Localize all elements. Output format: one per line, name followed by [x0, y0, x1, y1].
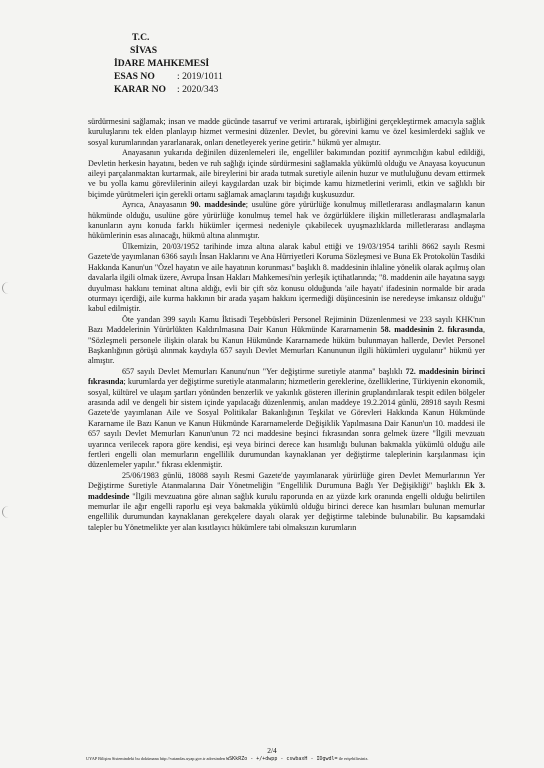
- page-number: 2/4: [267, 746, 277, 755]
- paragraph-text: 25/06/1983 günlü, 18088 sayılı Resmi Gazete'de yayımlanarak yürürlüğe giren Devlet Memurlarının Yer Değiştirme Suretiyle Atanmalarına Dair Yönetmeliğin "Engellilik Durumuna Bağlı Yer Değişikliği" başlıklı: [88, 470, 485, 491]
- paragraph-text: ; usulüne göre yürürlüğe konulmuş milletlerarası andlaşmaların kanun hükmünde olduğu, usulüne göre yürürlüğe konulmuş temel hak ve özgürlüklere ilişkin milletlerarası andlaşmalarla kanunların aynı konuda farklı hükümler içermesi nedeniyle çıkabilecek uyuşmazlıklarda milletlerarası andlaşma hükümlerinin esas alınacağı, hükmü altına alınmıştır.: [88, 200, 485, 241]
- punch-hole-mark: [2, 282, 15, 294]
- paragraph-text: sürdürmesini sağlamak; insan ve madde gücünde tasarruf ve verimi artırarak, işbirliğini gerçekleştirmek amacıyla sağlık kuruluşlarını tek elden planlayıp hizmet vermesini düzenler. Devlet, bu görevini kamu ve özel kesimlerdeki sağlık ve sosyal kurumlarından yararlanarak, onları denetleyerek yerine getirir." hükmü yer almıştır.: [88, 117, 485, 147]
- paragraph-text: Öte yandan 399 sayılı Kamu İktisadi Teşebbüsleri Personel Rejiminin Düzenlenmesi ve 233 sayılı KHK'nın Bazı Maddelerinin Yürürlükten Kaldırılmasına Dair Kanun Hükmünde Kararnamenin: [88, 314, 485, 335]
- karar-no-row: [114, 83, 223, 96]
- body-paragraph: [88, 242, 485, 315]
- punch-hole-mark: [2, 506, 15, 518]
- body-paragraph: [88, 200, 485, 242]
- bold-reference: 58. maddesinin 2. fıkrasında: [380, 325, 483, 335]
- karar-no-value: : 2020/343: [177, 84, 219, 95]
- karar-no-label: KARAR NO: [114, 84, 166, 95]
- bold-reference: 90. maddesinde: [190, 200, 246, 210]
- verification-code: wSKkRZo - +/+dwpp - cswbaxH - IDgwdl=: [226, 756, 338, 762]
- paragraph-text: ; kurumlarda yer değiştirme suretiyle atanmaların; hizmetlerin gereklerine, özelliklerine, Türkiyenin ekonomik, sosyal, kültürel ve ulaşım şartları yönünden benzerlik ve yakınlık gösteren illerinin gruplandırılarak tespit edilen bölgeler arasında adil ve dengeli bir sistem içinde yapılacağı düzenlenmiş, anılan maddeye 19.2.2014 günlü, 28918 sayılı Resmi Gazete'de yayımlanan Aile ve Sosyal Politikalar Bakanlığının Teşkilat ve Görevleri Hakkında Kanun Hükmünde Kararname ile Bazı Kanun ve Kanun Hükmünde Kararnamelerde Değişiklik Yapılmasına Dair Kanun'un 10. maddesi ile 657 sayılı Devlet Memurları Kanun'unun 72 nci maddesine beşinci fıkrasından sonra gelmek üzere "İlgili mevzuatı uyarınca verilecek rapora göre kendisi, eşi veya birinci derece kan hısımlığı bulunan bakmakla yükümlü olduğu aile fertleri engelli olan memurların engellilik durumundan kaynaklanan yer değiştirme taleplerinin karşılanması için düzenlemeler yapılır." fıkrası eklenmiştir.: [88, 377, 485, 470]
- body-paragraph: [88, 148, 485, 200]
- paragraph-text: "İlgili mevzuatına göre alınan sağlık kurulu raporunda en az yüzde kırk oranında engelli olduğu belirtilen memurlar ile ağır engelli raporlu eşi veya bakmakla yükümlü olduğu birinci derece kan hısımları bulunan memurlar engellilik durumundan kaynaklanan gerekçelere dayalı olarak yer değiştirme talebinde bulunabilir. Bu kapsamdaki talepler bu Yönetmelikte yer alan kısıtlayıcı hükümlere tabi olmaksızın kurumların: [88, 491, 485, 532]
- footer-suffix: ile erişebilirsiniz.: [338, 756, 369, 761]
- paragraph-text: Ayrıca, Anayasanın: [122, 200, 191, 210]
- paragraph-text: , "Sözleşmeli personele ilişkin olarak bu Kanun Hükmünde Kararnamede hüküm bulunmayan hallerde, Devlet Personel Başkanlığının görüşü alınmak kaydıyla 657 sayılı Devlet Memurları Kanununun ilgili hükümleri uygulanır" hükmü yer almıştır.: [88, 325, 486, 366]
- paragraph-text: Anayasanın yukarıda değinilen düzenlemeleri ile, engelliler bakımından pozitif ayrımcılığın kabul edildiği, Devletin herkesin hayatını, beden ve ruh sağlığı içinde sürdürmesini sağlamakla yükümlü olduğu ve Anayasa koyucunun aileyi parçalanmaktan kurtarmak, aile bireylerini bir arada tutmak suretiyle ailenin huzur ve mutluluğunu devam ettirmek ve bu yolla kamu görevlilerinin aileyi kaygılardan uzak bir biçimde kamu hizmetlerini verimli, etkin ve sağlıklı bir biçimde yürütmeleri için gerekli ortamı sağlamak amaçlarını taşıdığı kuşkusuzdur.: [88, 148, 485, 199]
- paragraph-text: 657 sayılı Devlet Memurları Kanunu'nun "Yer değiştirme suretiyle atanma" başlıklı: [122, 366, 406, 376]
- bold-reference: Ek 3. maddesinde: [88, 481, 485, 501]
- esas-no-label: ESAS NO: [114, 71, 155, 82]
- body-paragraph: [88, 471, 485, 533]
- court-city: SİVAS: [130, 45, 158, 56]
- court-country: T.C.: [132, 32, 150, 43]
- bold-reference: 72. maddesinin birinci fıkrasında: [88, 366, 486, 387]
- paragraph-text: Ülkemizin, 20/03/1952 tarihinde imza altına alarak kabul ettiği ve 19/03/1954 tarihli 8662 sayılı Resmi Gazete'de yayımlanan 6366 sayılı İnsan Haklarını ve Ana Hürriyetleri Koruma Sözleşmesi ve Buna Ek Protokolün Tasdiki Hakkında Kanun'un "Özel hayatın ve aile hayatının korunması" başlıklı 8. maddesinin ihlaline yönelik olarak açılmış olan davalarla ilgili olmak üzere, Avrupa İnsan Hakları Mahkemesi'nin yerleşik içtihatlarında; "8. maddenin aile hayatına saygı duyulması hakkını teminat altına aldığı, evli bir çift söz konusu olduğunda 'aile hayatı' ifadesinin normalde bir arada oturmayı içerdiği, aile kurma hakkının bir arada yaşam hakkını içermediği düşüncesinin ise neredeyse imkansız olduğu" kabul edilmiştir.: [88, 241, 485, 314]
- case-header: [114, 31, 223, 96]
- esas-no-value: : 2019/1011: [177, 71, 223, 82]
- body-paragraph: [88, 117, 485, 148]
- document-body: [88, 117, 485, 533]
- uyap-footer: [86, 756, 490, 762]
- footer-text: UYAP Bilişim Sistemindeki bu dokümana http://vatandas.uyap.gov.tr adresinden: [86, 756, 226, 761]
- body-paragraph: [88, 367, 485, 471]
- court-name: İDARE MAHKEMESİ: [114, 58, 210, 69]
- body-paragraph: [88, 315, 485, 367]
- esas-no-row: [114, 70, 223, 83]
